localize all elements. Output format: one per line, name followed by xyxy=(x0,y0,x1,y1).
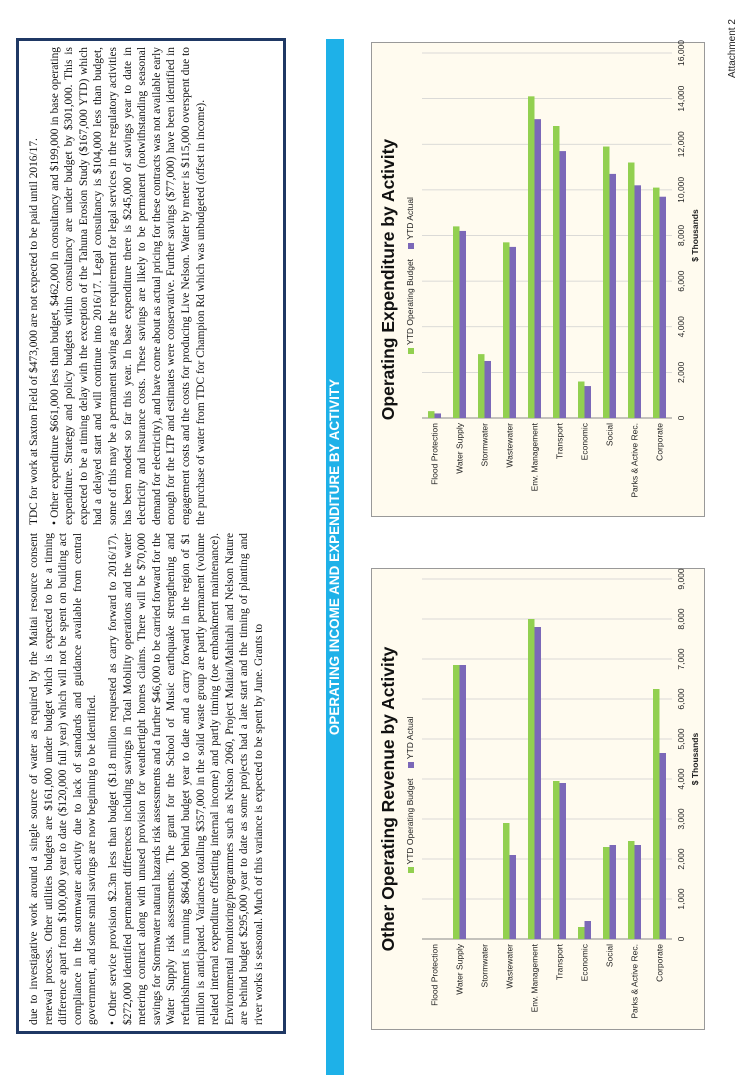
x-tick-label: 2,000 xyxy=(676,848,686,870)
bar-actual xyxy=(585,921,592,939)
x-tick-label: 4,000 xyxy=(676,316,686,338)
legend-label-budget: YTD Operating Budget xyxy=(405,778,415,865)
category-label: Transport xyxy=(554,944,565,981)
x-axis-title: $ Thousands xyxy=(690,732,700,786)
bar-actual xyxy=(610,845,617,939)
bar-budget xyxy=(478,354,485,418)
bar-actual xyxy=(510,855,517,939)
category-label: Social xyxy=(604,944,615,968)
bar-budget xyxy=(453,226,460,418)
expenditure-chart xyxy=(371,42,705,517)
x-tick-label: 8,000 xyxy=(676,224,686,247)
bar-actual xyxy=(660,197,667,418)
bar-budget xyxy=(503,242,510,418)
bar-budget xyxy=(653,188,660,418)
bar-budget xyxy=(453,665,460,939)
category-label: Wastewater xyxy=(504,423,515,468)
x-tick-label: 1,000 xyxy=(676,888,686,910)
category-label: Env. Management xyxy=(529,944,540,1013)
bar-budget xyxy=(628,841,635,939)
section-banner: OPERATING INCOME AND EXPENDITURE BY ACTIVITY xyxy=(326,39,344,1075)
left-paragraph-2: • Other service provision $2.3m less than budget ($1.8 million requested as carry forward to 2016/17). $272,000 identified permanent differences including savings in Total Mobility operations and the water metering contract along with unused provision for weathertight homes claims. There will be $70,000 savings for Stormwater natural hazards risk assessments and a further $46,000 to be carried forward for the Water Supply risk assessments. The grant for the School of Music earthquake strengthening and refurbishment is running $864,000 behind budget year to date and a carry forward in the region of $1 million is anticipated. Variances totalling $357,000 in the solid waste group are partly permanent (volume related internal expenditure offsetting internal income) and partly timing (toe embankment maintenance). Environmental monitoring/programmes such as Nelson 2060, Project Maitai/Mahitahi and Nelson Nature are behind budget $295,000 year to date as some projects had a late start and the timing of planting and river works is seasonal. Much of this variance is expected to be spent by June. Grants to xyxy=(106,533,265,1025)
expenditure-chart-plot xyxy=(372,40,704,516)
x-tick-label: 4,000 xyxy=(676,768,686,790)
bar-actual xyxy=(460,665,467,939)
bar-budget xyxy=(628,163,635,419)
category-label: Env. Management xyxy=(529,423,540,492)
bar-actual xyxy=(635,185,642,418)
category-label: Water Supply xyxy=(454,423,465,474)
category-label: Social xyxy=(604,423,615,447)
bar-actual xyxy=(610,174,617,418)
right-text-column xyxy=(27,47,214,525)
bar-budget xyxy=(578,382,585,419)
bar-actual xyxy=(535,627,542,939)
category-label: Transport xyxy=(554,423,565,460)
bar-budget xyxy=(653,689,660,939)
x-tick-label: 12,000 xyxy=(676,131,686,158)
x-tick-label: 0 xyxy=(676,415,686,421)
category-label: Flood Protection xyxy=(429,423,440,485)
bar-budget xyxy=(603,847,610,939)
left-paragraph-1: due to investigative work around a single source of water as required by the Maitai resource consent renewal process. Other utilities budgets are $161,000 under budget which is expected to be a timing difference apart from $100,000 year to date ($120,000 full year) which will not be spent on building act compliance in the stormwater activity due to lack of standards and guidance available from central government, and some small savings are now beginning to be identified. xyxy=(28,533,99,1025)
bar-budget xyxy=(528,96,535,418)
bar-budget xyxy=(578,927,585,939)
bar-actual xyxy=(660,753,667,939)
bar-actual xyxy=(435,413,442,418)
x-tick-label: 5,000 xyxy=(676,728,686,750)
x-tick-label: 9,000 xyxy=(676,568,686,590)
bar-budget xyxy=(553,126,560,418)
bar-budget xyxy=(528,619,535,939)
chart-title: Other Operating Revenue by Activity xyxy=(378,646,398,952)
bar-actual xyxy=(460,231,467,418)
revenue-chart-plot xyxy=(372,569,704,1029)
category-label: Corporate xyxy=(654,423,665,461)
right-paragraph-2: • Other expenditure $661,000 less than budget, $462,000 in consultancy and $199,000 in base operating expenditure. Strategy and policy budgets within consultancy are under budget by $301,000. This is expected to be a timing delay with the exception of the Tahuna Erosion Study ($167,000 YTD) which had a delayed start and will continue into 2016/17. Legal consultancy is $104,000 less than budget, some of this may be a permanent saving as the requirement for legal services in the regulatory activities has been modest so far this year. In base expenditure there is $245,000 of savings year to date in electricity and insurance costs. These savings are likely to be permanent (notwithstanding seasonal demand for electricity), and have come about as actual pricing for these contracts was not available early enough for the LTP and estimates were conservative. Further savings ($77,000) have been identified in engagement costs and the costs for producing Live Nelson. Water by meter is $115,000 overspent due to the purchase of water from TDC for Champion Rd which was unbudgeted (offset in income). xyxy=(48,47,207,525)
legend-label-actual: YTD Actual xyxy=(405,197,415,240)
x-tick-label: 2,000 xyxy=(676,361,686,384)
x-tick-label: 0 xyxy=(676,936,686,942)
chart-title: Operating Expenditure by Activity xyxy=(378,138,398,421)
bar-budget xyxy=(553,781,560,939)
bar-actual xyxy=(535,119,542,418)
x-tick-label: 3,000 xyxy=(676,808,686,830)
left-text-column xyxy=(27,533,273,1025)
commentary-box xyxy=(16,38,286,1034)
x-tick-label: 8,000 xyxy=(676,608,686,630)
category-label: Water Supply xyxy=(454,944,465,995)
legend-label-budget: YTD Operating Budget xyxy=(405,258,415,345)
category-label: Economic xyxy=(579,944,590,982)
bar-budget xyxy=(603,147,610,418)
bar-actual xyxy=(560,151,567,418)
category-label: Parks & Active Rec. xyxy=(629,944,640,1019)
x-tick-label: 10,000 xyxy=(676,176,686,203)
x-tick-label: 7,000 xyxy=(676,648,686,670)
category-label: Corporate xyxy=(654,944,665,982)
right-paragraph-1: TDC for work at Saxton Field of $473,000 are not expected to be paid until 2016/17. xyxy=(28,138,40,525)
category-label: Flood Protection xyxy=(429,944,440,1006)
x-axis-title: $ Thousands xyxy=(690,209,700,262)
bar-actual xyxy=(485,361,492,418)
category-label: Wastewater xyxy=(504,944,515,989)
bar-budget xyxy=(503,823,510,939)
bar-actual xyxy=(560,783,567,939)
revenue-chart xyxy=(371,568,705,1030)
category-label: Stormwater xyxy=(479,944,490,988)
bar-actual xyxy=(510,247,517,418)
category-label: Parks & Active Rec. xyxy=(629,423,640,498)
x-tick-label: 14,000 xyxy=(676,85,686,112)
x-tick-label: 16,000 xyxy=(676,40,686,66)
bar-actual xyxy=(585,386,592,418)
legend-label-actual: YTD Actual xyxy=(405,716,415,760)
attachment-label: Attachment 2 xyxy=(727,19,738,78)
x-tick-label: 6,000 xyxy=(676,688,686,710)
bar-actual xyxy=(635,845,642,939)
category-label: Stormwater xyxy=(479,423,490,467)
x-tick-label: 6,000 xyxy=(676,270,686,292)
bar-budget xyxy=(428,411,435,418)
category-label: Economic xyxy=(579,423,590,461)
